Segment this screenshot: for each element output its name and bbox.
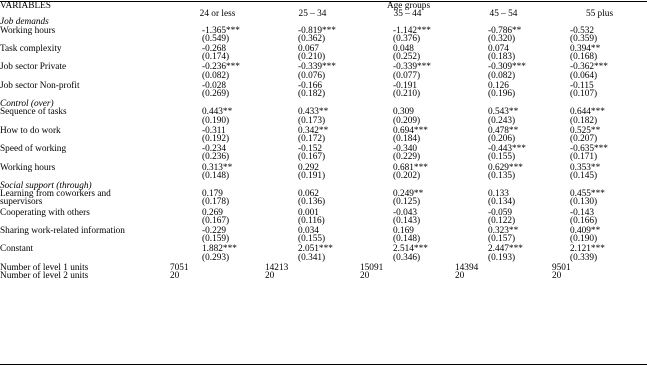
- standard-error-cell: (0.196): [488, 89, 516, 100]
- coefficient-cell: 0.048: [393, 44, 414, 55]
- standard-error-cell: (0.134): [488, 197, 516, 208]
- coefficient-cell: -0.191: [393, 80, 418, 91]
- column-header: 25 – 34: [298, 9, 327, 20]
- coefficient-cell: 0.309: [393, 107, 414, 118]
- standard-error-cell: (0.243): [488, 115, 516, 126]
- standard-error-cell: (0.130): [570, 197, 598, 208]
- standard-error-row: [0, 254, 647, 262]
- standard-error-cell: (0.320): [488, 33, 516, 44]
- standard-error-row: [0, 72, 647, 80]
- count-cell: 20: [455, 271, 465, 282]
- standard-error-cell: (0.064): [570, 70, 598, 81]
- coefficient-cell: 0.074: [488, 44, 509, 55]
- standard-error-cell: (0.172): [298, 134, 326, 145]
- standard-error-cell: (0.174): [202, 52, 230, 63]
- standard-error-cell: (0.376): [393, 33, 421, 44]
- standard-error-cell: (0.549): [202, 33, 230, 44]
- standard-error-cell: (0.159): [202, 234, 230, 245]
- variable-label: Learning from coworkers and: [0, 189, 111, 200]
- coefficient-cell: -0.166: [298, 80, 323, 91]
- coefficient-cell: -0.229: [202, 226, 227, 237]
- standard-error-cell: (0.209): [393, 115, 421, 126]
- coefficient-cell: 0.179: [202, 189, 223, 200]
- empty-cell: [0, 254, 170, 262]
- variable-label: How to do work: [0, 125, 61, 136]
- coefficient-cell: 0.443**: [202, 107, 233, 118]
- coefficient-cell: 0.313**: [202, 162, 233, 173]
- variable-label: Speed of working: [0, 144, 67, 155]
- variable-label: Task complexity: [0, 44, 62, 55]
- count-cell: 7051: [170, 262, 189, 273]
- count-cell: 20: [552, 271, 562, 282]
- column-header: 45 – 54: [489, 9, 518, 20]
- count-cell: 20: [170, 271, 180, 282]
- coefficient-cell: -0.152: [298, 144, 323, 155]
- standard-error-cell: (0.191): [298, 170, 326, 181]
- standard-error-cell: (0.359): [570, 33, 598, 44]
- coefficient-cell: -0.268: [202, 44, 227, 55]
- standard-error-cell: (0.116): [298, 215, 325, 226]
- coefficient-cell: -0.362***: [570, 62, 608, 73]
- coefficient-cell: 2.051***: [298, 244, 333, 255]
- coefficient-cell: 0.249**: [393, 189, 424, 200]
- standard-error-cell: (0.173): [298, 115, 326, 126]
- standard-error-cell: (0.171): [570, 152, 598, 163]
- count-cell: 20: [360, 271, 370, 282]
- coefficient-cell: 0.062: [298, 189, 319, 200]
- table-bottom-rule: [0, 364, 647, 365]
- header-row-2: [0, 10, 647, 18]
- coefficient-cell: 0.543**: [488, 107, 519, 118]
- coefficient-cell: -0.819***: [298, 25, 336, 36]
- standard-error-cell: (0.190): [570, 234, 598, 245]
- standard-error-row: [0, 53, 647, 61]
- standard-error-cell: (0.193): [488, 252, 516, 263]
- count-label: Number of level 2 units: [0, 271, 89, 282]
- empty-cell: [0, 117, 170, 125]
- coefficient-cell: -0.115: [570, 80, 594, 91]
- standard-error-cell: (0.135): [488, 170, 516, 181]
- coefficient-cell: -0.635***: [570, 144, 608, 155]
- standard-error-cell: (0.157): [488, 234, 516, 245]
- variable-label: Sharing work-related information: [0, 226, 125, 237]
- standard-error-row: [0, 135, 647, 143]
- coefficient-cell: 0.455***: [570, 189, 605, 200]
- standard-error-cell: (0.269): [202, 89, 230, 100]
- standard-error-cell: (0.229): [393, 152, 421, 163]
- variables-header: VARIABLES: [0, 1, 51, 11]
- coefficient-cell: 0.034: [298, 226, 319, 237]
- empty-cell: [0, 235, 170, 243]
- standard-error-row: [0, 153, 647, 161]
- standard-error-row: [0, 117, 647, 125]
- standard-error-cell: (0.206): [488, 134, 516, 145]
- count-cell: 15091: [360, 262, 384, 273]
- coefficient-cell: -0.143: [570, 207, 595, 218]
- variable-label: Job sector Non-profit: [0, 80, 80, 91]
- results-table: [0, 2, 647, 280]
- variable-label-continued: supervisors: [0, 197, 43, 208]
- coefficient-cell: -0.043: [393, 207, 418, 218]
- coefficient-cell: 0.292: [298, 162, 319, 173]
- standard-error-cell: (0.136): [298, 197, 326, 208]
- coefficient-cell: -0.236***: [202, 62, 240, 73]
- standard-error-cell: (0.182): [298, 89, 326, 100]
- standard-error-cell: (0.210): [298, 52, 326, 63]
- coefficient-cell: 0.681***: [393, 162, 428, 173]
- variable-label: Cooperating with others: [0, 207, 90, 218]
- coefficient-cell: 0.067: [298, 44, 319, 55]
- coefficient-cell: 0.433**: [298, 107, 329, 118]
- coefficient-cell: 0.525**: [570, 125, 601, 136]
- section-label: Control (over): [0, 99, 54, 110]
- standard-error-cell: (0.167): [202, 215, 230, 226]
- standard-error-cell: (0.168): [570, 52, 598, 63]
- count-cell: 14394: [455, 262, 479, 273]
- empty-cell: [0, 135, 170, 143]
- standard-error-cell: (0.155): [298, 234, 326, 245]
- standard-error-cell: (0.125): [393, 197, 421, 208]
- coefficient-cell: -0.309***: [488, 62, 526, 73]
- standard-error-cell: (0.166): [570, 215, 598, 226]
- coefficient-cell: 0.629***: [488, 162, 523, 173]
- standard-error-row: [0, 198, 647, 206]
- coefficient-cell: 2.447***: [488, 244, 523, 255]
- coefficient-cell: 0.478**: [488, 125, 519, 136]
- standard-error-cell: (0.107): [570, 89, 598, 100]
- standard-error-cell: (0.362): [298, 33, 326, 44]
- coefficient-cell: 2.514***: [393, 244, 428, 255]
- section-label: Social support (through): [0, 181, 92, 192]
- empty-cell: [0, 90, 170, 98]
- coefficient-cell: 0.126: [488, 80, 509, 91]
- empty-cell: [0, 53, 170, 61]
- section-label: Job demands: [0, 17, 49, 28]
- column-header: 55 plus: [585, 9, 614, 20]
- standard-error-cell: (0.202): [393, 170, 421, 181]
- coefficient-cell: -0.340: [393, 144, 418, 155]
- coefficient-cell: 0.694***: [393, 125, 428, 136]
- coefficient-cell: -1.365***: [202, 25, 240, 36]
- coefficient-cell: -0.059: [488, 207, 513, 218]
- count-row: [0, 272, 647, 280]
- column-header: 24 or less: [199, 9, 236, 20]
- coefficient-cell: 0.394**: [570, 44, 601, 55]
- standard-error-cell: (0.293): [202, 252, 230, 263]
- standard-error-cell: (0.178): [202, 197, 230, 208]
- coefficient-cell: 0.133: [488, 189, 509, 200]
- coefficient-cell: 0.169: [393, 226, 414, 237]
- standard-error-cell: (0.145): [570, 170, 598, 181]
- coefficient-cell: 0.644***: [570, 107, 605, 118]
- standard-error-row: [0, 217, 647, 225]
- empty-cell: [0, 217, 170, 225]
- standard-error-cell: (0.122): [488, 215, 516, 226]
- coefficient-cell: 1.882***: [202, 244, 237, 255]
- standard-error-cell: (0.207): [570, 134, 598, 145]
- coefficient-cell: 0.001: [298, 207, 319, 218]
- coefficient-cell: -0.339***: [393, 62, 431, 73]
- empty-cell: [0, 35, 170, 43]
- coefficient-cell: 0.323**: [488, 226, 519, 237]
- standard-error-cell: (0.182): [570, 115, 598, 126]
- standard-error-cell: (0.082): [488, 70, 516, 81]
- standard-error-cell: (0.077): [393, 70, 421, 81]
- age-groups-header: Age groups: [386, 1, 431, 11]
- standard-error-cell: (0.210): [393, 89, 421, 100]
- coefficient-cell: -0.786**: [488, 25, 522, 36]
- coefficient-cell: 0.342**: [298, 125, 329, 136]
- coefficient-cell: -0.311: [202, 125, 226, 136]
- coefficient-cell: -0.234: [202, 144, 227, 155]
- standard-error-cell: (0.184): [393, 134, 421, 145]
- standard-error-cell: (0.339): [570, 252, 598, 263]
- count-label: Number of level 1 units: [0, 262, 89, 273]
- standard-error-row: [0, 235, 647, 243]
- standard-error-row: [0, 90, 647, 98]
- coefficient-cell: -0.443***: [488, 144, 526, 155]
- standard-error-cell: (0.155): [488, 152, 516, 163]
- coefficient-cell: 2.121***: [570, 244, 605, 255]
- coefficient-cell: -0.028: [202, 80, 227, 91]
- count-cell: 9501: [552, 262, 571, 273]
- standard-error-cell: (0.183): [488, 52, 516, 63]
- empty-cell: [0, 72, 170, 80]
- standard-error-cell: (0.167): [298, 152, 326, 163]
- coefficient-cell: -0.532: [570, 25, 595, 36]
- standard-error-cell: (0.346): [393, 252, 421, 263]
- standard-error-cell: (0.252): [393, 52, 421, 63]
- column-header: 35 – 44: [393, 9, 422, 20]
- standard-error-cell: (0.148): [393, 234, 421, 245]
- standard-error-cell: (0.192): [202, 134, 230, 145]
- empty-cell: [0, 153, 170, 161]
- standard-error-cell: (0.148): [202, 170, 230, 181]
- variable-label: Working hours: [0, 162, 56, 173]
- standard-error-cell: (0.143): [393, 215, 421, 226]
- table-body: [0, 2, 647, 280]
- variable-label: Working hours: [0, 25, 56, 36]
- standard-error-cell: (0.082): [202, 70, 230, 81]
- count-cell: 14213: [265, 262, 289, 273]
- variable-label: Job sector Private: [0, 62, 67, 73]
- variable-label: Sequence of tasks: [0, 107, 67, 118]
- coefficient-cell: 0.409**: [570, 226, 601, 237]
- variable-label: Constant: [0, 244, 34, 255]
- count-row: [0, 264, 647, 272]
- empty-cell: [0, 172, 170, 180]
- standard-error-cell: (0.190): [202, 115, 230, 126]
- count-cell: 20: [265, 271, 275, 282]
- standard-error-cell: (0.236): [202, 152, 230, 163]
- standard-error-row: [0, 172, 647, 180]
- standard-error-row: [0, 35, 647, 43]
- standard-error-cell: (0.076): [298, 70, 326, 81]
- coefficient-cell: 0.269: [202, 207, 223, 218]
- coefficient-cell: -0.339***: [298, 62, 336, 73]
- coefficient-cell: -1.142***: [393, 25, 431, 36]
- standard-error-cell: (0.341): [298, 252, 326, 263]
- coefficient-cell: 0.353**: [570, 162, 601, 173]
